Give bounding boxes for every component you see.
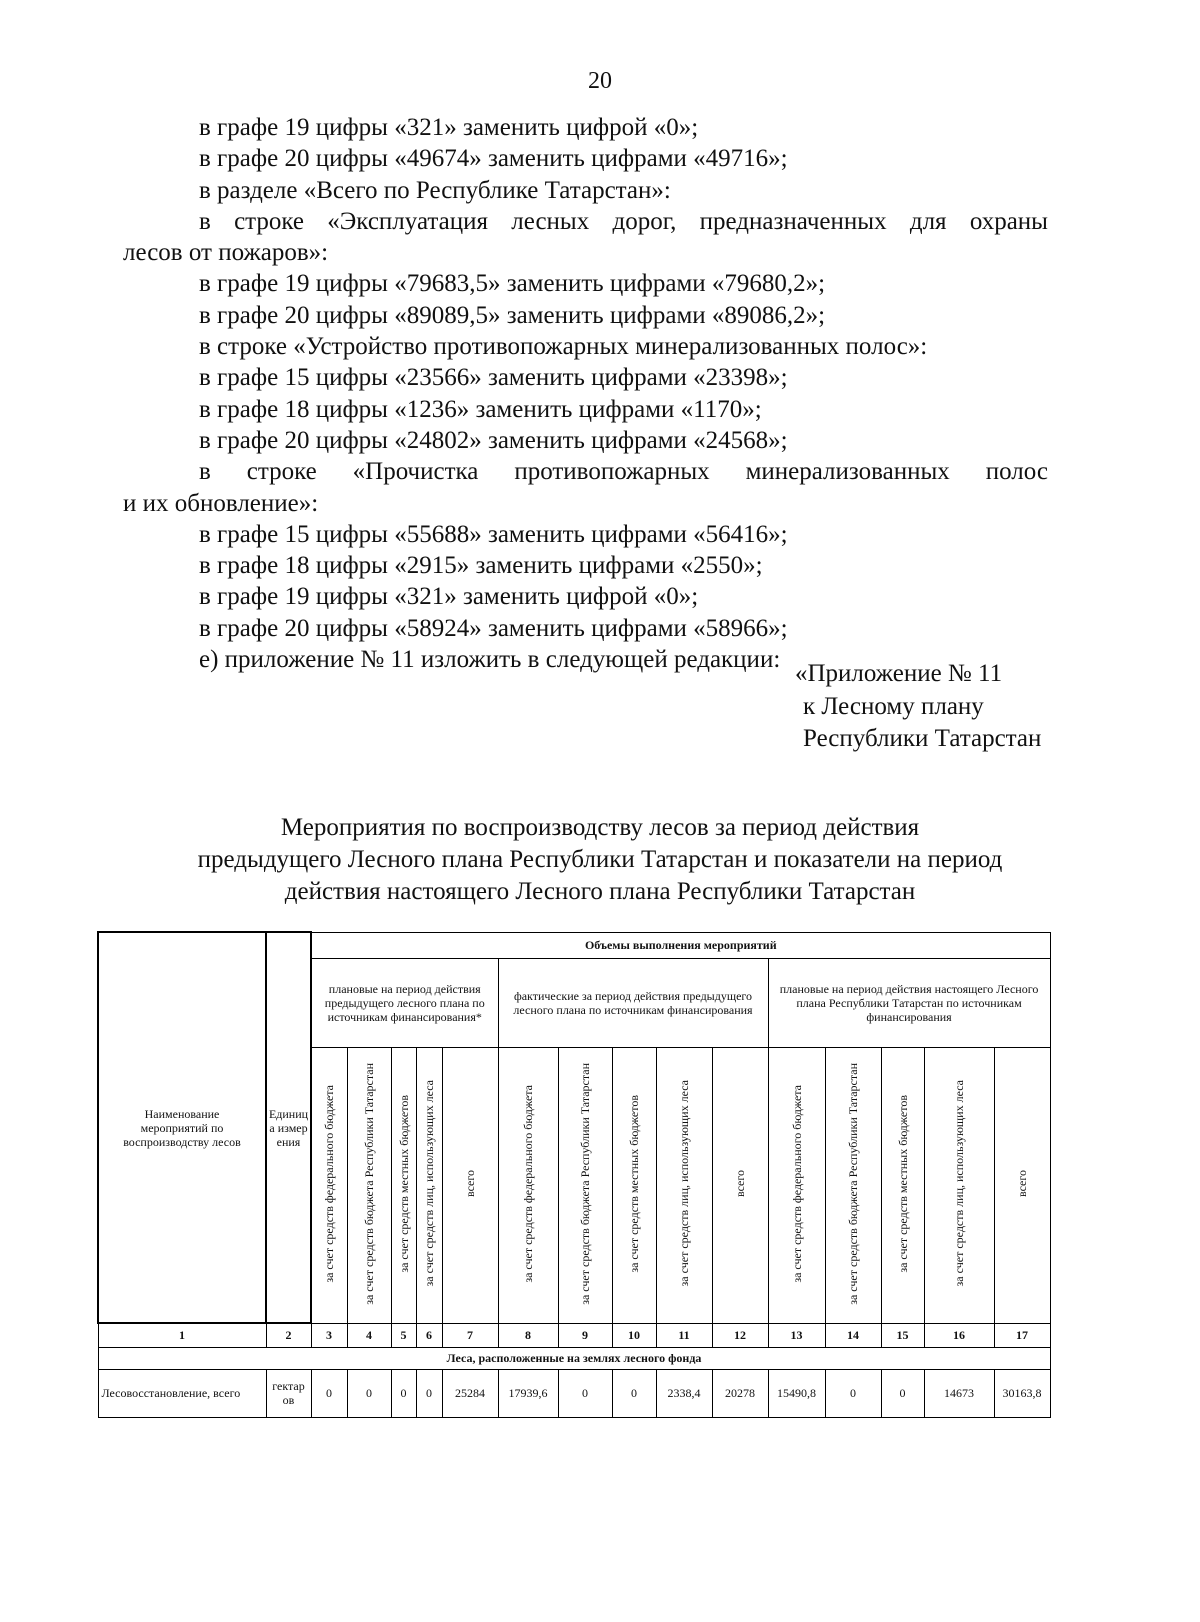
col-number: 6 xyxy=(416,1323,442,1347)
header-users: за счет средств лиц, использующих леса xyxy=(416,1047,442,1323)
text-line: в строке «Прочистка противопожарных минерализованных полос xyxy=(199,458,1048,486)
row-value: 0 xyxy=(612,1369,656,1417)
row-value: 15490,8 xyxy=(768,1369,825,1417)
header-republic: за счет средств бюджета Республики Татарстан xyxy=(347,1047,391,1323)
title-line: предыдущего Лесного плана Республики Татарстан и показатели на период xyxy=(197,846,1003,873)
text-line: в строке «Устройство противопожарных минерализованных полос»: xyxy=(199,333,928,361)
header-federal: за счет средств федерального бюджета xyxy=(311,1047,347,1323)
header-users: за счет средств лиц, использующих леса xyxy=(924,1047,994,1323)
col-number: 15 xyxy=(881,1323,924,1347)
text-line: е) приложение № 11 изложить в следующей редакции: xyxy=(199,646,781,674)
text-line: в графе 15 цифры «23566» заменить цифрами «23398»; xyxy=(199,364,788,392)
col-number: 12 xyxy=(712,1323,768,1347)
text-line: в графе 19 цифры «79683,5» заменить цифрами «79680,2»; xyxy=(199,270,826,298)
col-number: 1 xyxy=(98,1323,266,1347)
col-number: 5 xyxy=(391,1323,416,1347)
title-line: Мероприятия по воспроизводству лесов за период действия xyxy=(280,814,920,841)
text-line: в графе 20 цифры «58924» заменить цифрами «58966»; xyxy=(199,614,788,642)
header-total: всего xyxy=(994,1047,1050,1323)
header-actual-prev: фактические за период действия предыдущего лесного плана по источникам финансирования xyxy=(498,958,768,1047)
page-number: 20 xyxy=(588,68,612,94)
row-value: 25284 xyxy=(442,1369,498,1417)
header-federal: за счет средств федерального бюджета xyxy=(768,1047,825,1323)
text-line: в строке «Эксплуатация лесных дорог, предназначенных для охраны xyxy=(199,207,1048,235)
row-value: 0 xyxy=(347,1369,391,1417)
header-total: всего xyxy=(712,1047,768,1323)
col-number: 14 xyxy=(825,1323,881,1347)
text-line: в разделе «Всего по Республике Татарстан»: xyxy=(199,176,671,204)
header-planned-prev: плановые на период действия предыдущего лесного плана по источникам финансирования* xyxy=(311,958,498,1047)
header-volumes: Объемы выполнения мероприятий xyxy=(311,932,1050,958)
col-number: 13 xyxy=(768,1323,825,1347)
col-number: 11 xyxy=(656,1323,712,1347)
row-value: 20278 xyxy=(712,1369,768,1417)
header-local: за счет средств местных бюджетов xyxy=(881,1047,924,1323)
header-total: всего xyxy=(442,1047,498,1323)
col-number: 3 xyxy=(311,1323,347,1347)
text-line: в графе 20 цифры «89089,5» заменить цифрами «89086,2»; xyxy=(199,301,826,329)
header-local: за счет средств местных бюджетов xyxy=(612,1047,656,1323)
appendix-line: Республики Татарстан xyxy=(803,725,1042,752)
header-unit-cell: Единица измерения xyxy=(266,932,311,1323)
appendix-heading xyxy=(795,658,1041,756)
appendix-line: к Лесному плану xyxy=(803,692,984,720)
body-text xyxy=(123,112,1048,675)
header-name-cell: Наименование мероприятий по воспроизводству лесов xyxy=(98,932,266,1323)
text-line: в графе 19 цифры «321» заменить цифрой «0»; xyxy=(199,583,699,611)
header-users: за счет средств лиц, использующих леса xyxy=(656,1047,712,1323)
table-title xyxy=(90,812,1110,908)
appendix-line: «Приложение № 11 xyxy=(795,660,1003,687)
col-number: 9 xyxy=(558,1323,612,1347)
row-value: 14673 xyxy=(924,1369,994,1417)
row-name: Лесовосстановление, всего xyxy=(98,1369,266,1417)
row-value: 0 xyxy=(558,1369,612,1417)
header-federal: за счет средств федерального бюджета xyxy=(498,1047,558,1323)
header-republic: за счет средств бюджета Республики Татарстан xyxy=(825,1047,881,1323)
col-number: 7 xyxy=(442,1323,498,1347)
col-number: 10 xyxy=(612,1323,656,1347)
row-value: 30163,8 xyxy=(994,1369,1050,1417)
row-value: 2338,4 xyxy=(656,1369,712,1417)
section-title: Леса, расположенные на землях лесного фонда xyxy=(98,1347,1050,1369)
row-value: 0 xyxy=(825,1369,881,1417)
col-number: 8 xyxy=(498,1323,558,1347)
header-local: за счет средств местных бюджетов xyxy=(391,1047,416,1323)
title-line: действия настоящего Лесного плана Республики Татарстан xyxy=(284,878,916,905)
row-value: 0 xyxy=(416,1369,442,1417)
row-value: 17939,6 xyxy=(498,1369,558,1417)
text-line: в графе 20 цифры «49674» заменить цифрами «49716»; xyxy=(199,145,788,173)
col-number: 16 xyxy=(924,1323,994,1347)
row-value: 0 xyxy=(391,1369,416,1417)
col-number: 17 xyxy=(994,1323,1050,1347)
measures-table xyxy=(97,931,1051,1418)
header-planned-current: плановые на период действия настоящего Лесного плана Республики Татарстан по источникам финансирования xyxy=(768,958,1050,1047)
col-number: 4 xyxy=(347,1323,391,1347)
text-line: в графе 18 цифры «1236» заменить цифрами «1170»; xyxy=(199,395,762,423)
row-value: 0 xyxy=(881,1369,924,1417)
text-line: в графе 19 цифры «321» заменить цифрой «0»; xyxy=(199,114,699,141)
text-line: в графе 18 цифры «2915» заменить цифрами «2550»; xyxy=(199,552,763,580)
col-number: 2 xyxy=(266,1323,311,1347)
text-line: и их обновление»: xyxy=(123,489,319,517)
row-unit: гектаров xyxy=(266,1369,311,1417)
text-line: в графе 20 цифры «24802» заменить цифрами «24568»; xyxy=(199,426,788,454)
header-republic: за счет средств бюджета Республики Татарстан xyxy=(558,1047,612,1323)
text-line: в графе 15 цифры «55688» заменить цифрами «56416»; xyxy=(199,520,788,548)
row-value: 0 xyxy=(311,1369,347,1417)
text-line: лесов от пожаров»: xyxy=(123,239,329,267)
